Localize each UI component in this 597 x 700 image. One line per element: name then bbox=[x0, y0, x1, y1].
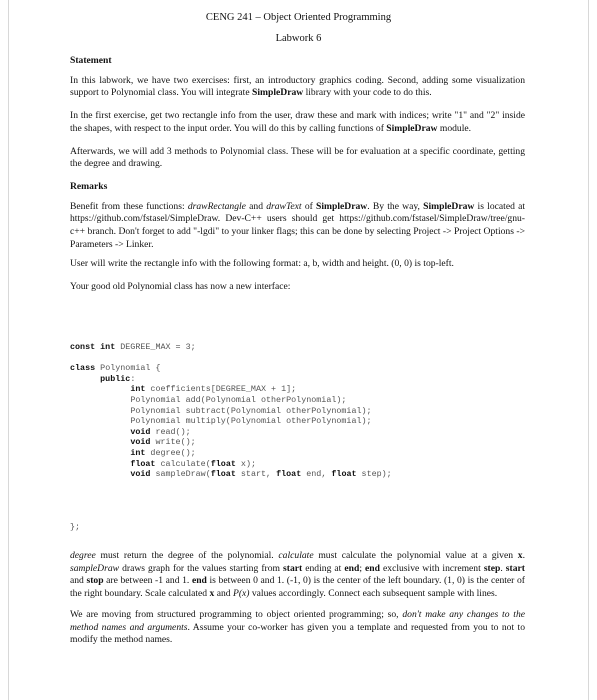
code-closing-brace: }; bbox=[70, 522, 81, 532]
code-line: Polynomial add(Polynomial otherPolynomial); bbox=[130, 394, 347, 405]
page-right-edge bbox=[588, 0, 589, 700]
code-line: void write(); bbox=[130, 437, 196, 448]
page-left-edge bbox=[8, 0, 9, 700]
code-line: float calculate(float x); bbox=[130, 458, 256, 469]
statement-paragraph-2: In the first exercise, get two rectangle info from the user, draw these and mark with indices; write "1" and "2" inside the shapes, with respect to the input order. You will do this by calling functions of SimpleDraw module. bbox=[70, 110, 525, 134]
statement-paragraph-3: Afterwards, we will add 3 methods to Polynomial class. These will be for evaluation at a specific coordinate, getting the degree and drawing. bbox=[70, 145, 525, 170]
code-line: void sampleDraw(float start, float end, float step); bbox=[130, 469, 392, 480]
statement-heading: Statement bbox=[70, 55, 112, 66]
code-line: int degree(); bbox=[130, 447, 196, 458]
code-line: class Polynomial { bbox=[70, 363, 161, 374]
statement-paragraph-1: In this labwork, we have two exercises: first, an introductory graphics coding. Second, adding some visualization support to Polynomial class. You will integrate SimpleDraw library with your code to do this. bbox=[70, 74, 525, 99]
code-line: public: bbox=[100, 373, 136, 384]
code-line: const int DEGREE_MAX = 3; bbox=[70, 342, 196, 352]
remarks-paragraph-3: Your good old Polynomial class has now a new interface: bbox=[70, 281, 291, 293]
code-line bbox=[70, 353, 540, 364]
code-line: Polynomial subtract(Polynomial otherPolynomial); bbox=[130, 405, 372, 416]
methods-section bbox=[70, 550, 525, 647]
code-block bbox=[70, 342, 540, 480]
code-line: void read(); bbox=[130, 426, 191, 437]
remarks-paragraph-2: User will write the rectangle info with the following format: a, b, width and height. (0, 0) is top-left. bbox=[70, 258, 454, 270]
methods-paragraph-2: We are moving from structured programming to object oriented programming; so, don't make any changes to the method names and arguments. Assume your co-worker has given you a template and requested from you to not to modify the method names. bbox=[70, 608, 525, 646]
remarks-heading: Remarks bbox=[70, 180, 108, 192]
statement-section bbox=[70, 55, 525, 294]
methods-paragraph-1: degree must return the degree of the polynomial. calculate must calculate the polynomial value at a given x. sampleDraw draws graph for the values starting from start ending at end; end exclusive with increment step. start and stop are between -1 and 1. end is between 0 and 1. (-1, 0) is the center of the left boundary. (1, 0) is the center of the right boundary. Scale calculated x and P(x) values accordingly. Connect each subsequent sample with lines. bbox=[70, 550, 525, 600]
labwork-title: Labwork 6 bbox=[275, 33, 322, 44]
remarks-paragraph-1: Benefit from these functions: drawRectangle and drawText of SimpleDraw. By the way, SimpleDraw is located at https://github.com/fstasel/SimpleDraw. Dev-C++ users should get https://github.com/fstasel/SimpleDraw/tree/gnu-c++ branch. Don't forget to add "-lgdi" to your linker flags; this can be done by selecting Project -> Project Options -> Parameters -> Linker. bbox=[70, 200, 526, 250]
code-line: int coefficients[DEGREE_MAX + 1]; bbox=[130, 384, 297, 395]
code-line: Polynomial multiply(Polynomial otherPolynomial); bbox=[130, 416, 372, 427]
course-title: CENG 241 – Object Oriented Programming bbox=[205, 12, 392, 23]
